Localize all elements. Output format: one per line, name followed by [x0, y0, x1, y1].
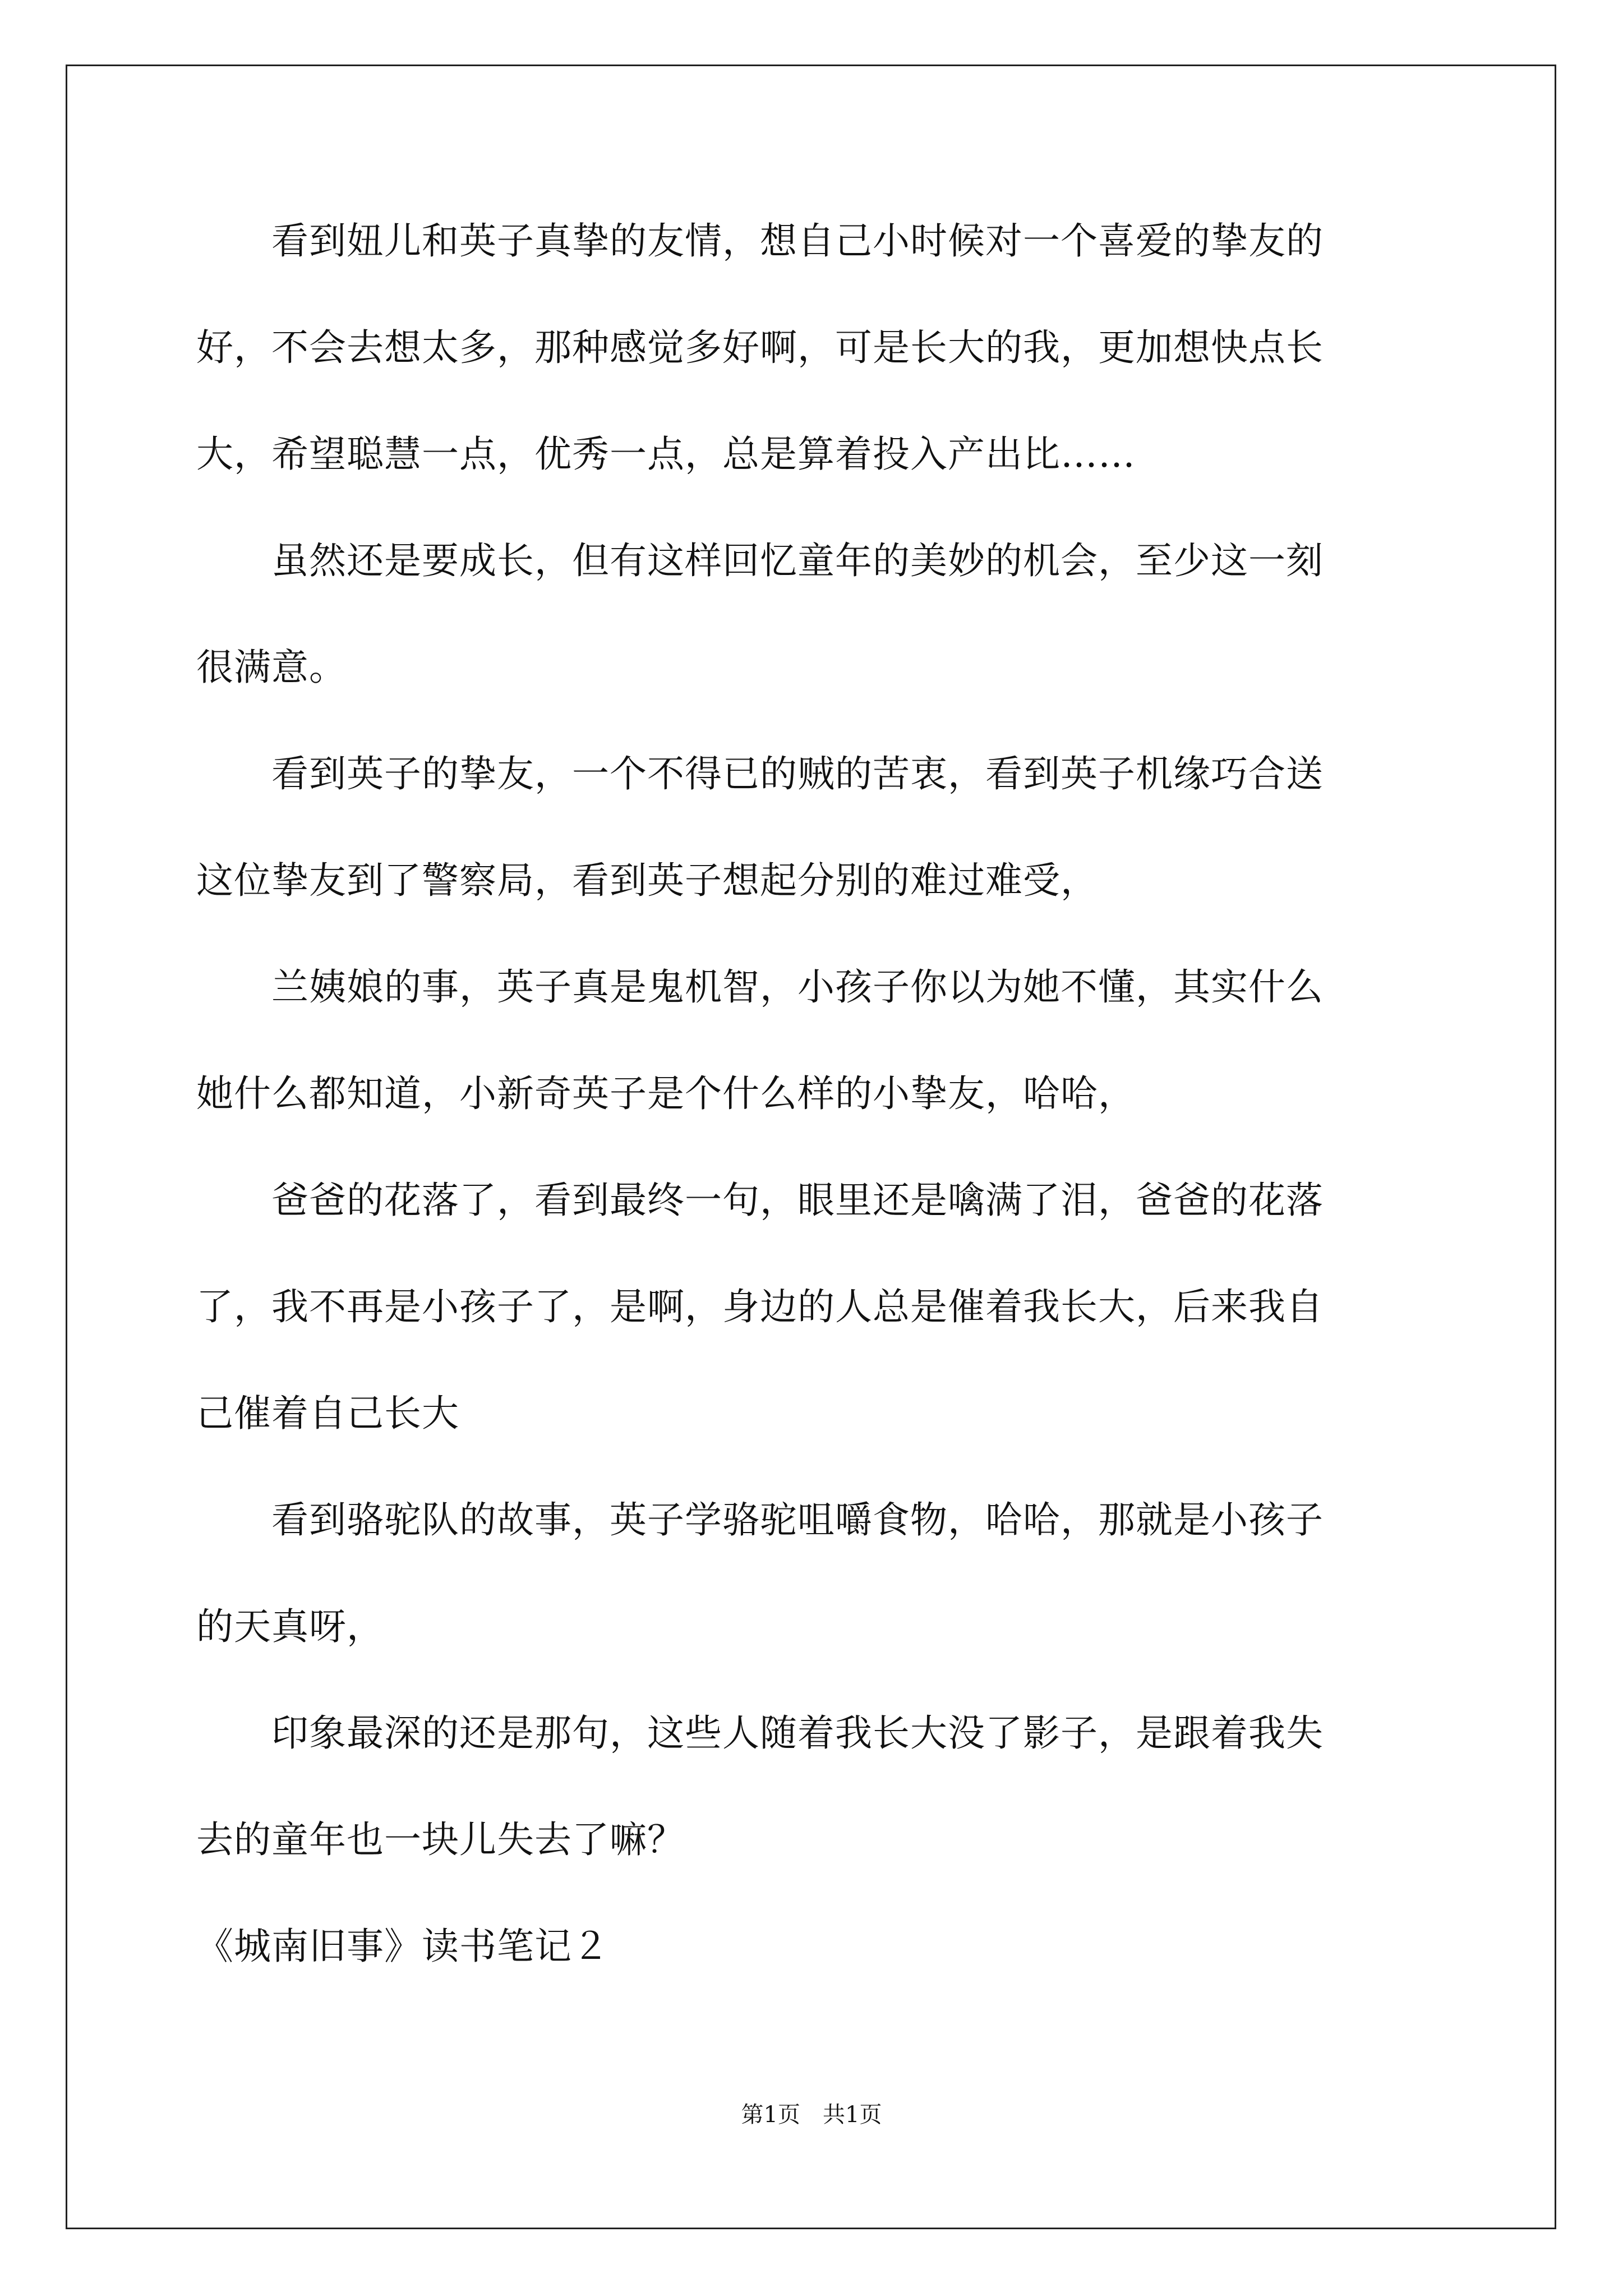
text-line: 印象最深的还是那句，这些人随着我长大没了影子，是跟着我失 — [196, 1711, 1324, 1755]
text-line: 了，我不再是小孩子了，是啊，身边的人总是催着我长大，后来我自 — [196, 1285, 1324, 1328]
text-line: 的天真呀， — [196, 1605, 384, 1648]
text-line: 大，希望聪慧一点，优秀一点，总是算着投入产出比…… — [196, 432, 1136, 476]
text-line: 好，不会去想太多，那种感觉多好啊，可是长大的我，更加想快点长 — [196, 326, 1324, 369]
page-number-footer: 第1页 共1页 — [741, 2102, 882, 2128]
text-line: 己催着自己长大 — [196, 1392, 459, 1435]
text-line: 虽然还是要成长，但有这样回忆童年的美妙的机会，至少这一刻 — [196, 539, 1324, 582]
text-line: 兰姨娘的事，英子真是鬼机智，小孩子你以为她不懂，其实什么 — [196, 965, 1324, 1009]
page-border — [66, 65, 1556, 2229]
text-line: 去的童年也一块儿失去了嘛？ — [196, 1818, 685, 1861]
text-line: 爸爸的花落了，看到最终一句，眼里还是噙满了泪，爸爸的花落 — [196, 1179, 1324, 1222]
section-heading: 《城南旧事》读书笔记２ — [196, 1925, 610, 1968]
text-line: 看到骆驼队的故事，英子学骆驼咀嚼食物，哈哈，那就是小孩子 — [196, 1498, 1324, 1542]
text-line: 她什么都知道，小新奇英子是个什么样的小挚友，哈哈， — [196, 1072, 1136, 1115]
text-line: 看到英子的挚友，一个不得已的贼的苦衷，看到英子机缘巧合送 — [196, 752, 1324, 795]
text-line: 这位挚友到了警察局，看到英子想起分别的难过难受， — [196, 859, 1098, 902]
text-line: 看到妞儿和英子真挚的友情，想自己小时候对一个喜爱的挚友的 — [196, 219, 1324, 263]
text-line: 很满意。 — [196, 646, 347, 689]
